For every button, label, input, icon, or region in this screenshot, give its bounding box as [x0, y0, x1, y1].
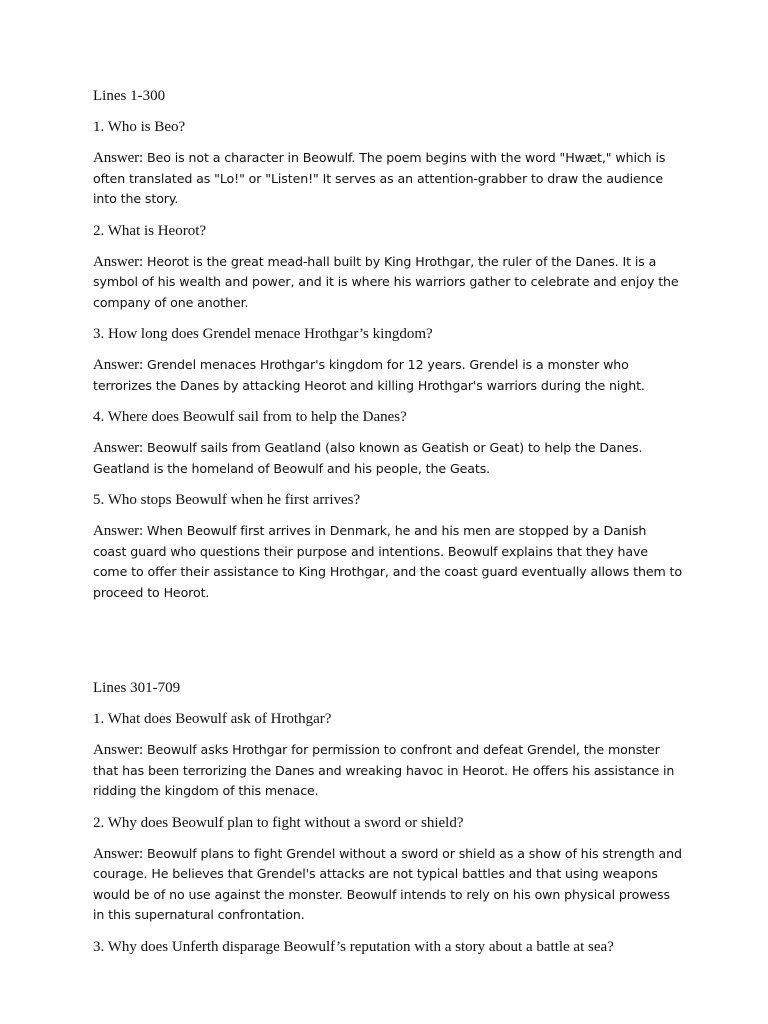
document-page	[93, 86, 683, 968]
answer	[93, 521, 683, 603]
question: 1. What does Beowulf ask of Hrothgar?	[93, 711, 332, 727]
answer	[93, 252, 683, 314]
answer-lead: Answer:	[93, 845, 144, 862]
question: 4. Where does Beowulf sail from to help the Danes?	[93, 409, 407, 425]
answer-text: Grendel menaces Hrothgar's kingdom for 12 years. Grendel is a monster who terrorizes the Danes by attacking Heorot and killing Hrothgar's warriors during the night.	[93, 357, 645, 393]
answer-text: Beowulf plans to fight Grendel without a sword or shield as a show of his strength and courage. He believes that Grendel's attacks are not typical battles and that using weapons would be of no use against the monster. Beowulf intends to rely on his own physical prowess in this supernatural confrontation.	[93, 845, 682, 922]
section-lines-1-300	[93, 86, 683, 603]
section-spacer	[93, 614, 683, 678]
answer	[93, 844, 683, 926]
answer-text: Heorot is the great mead-hall built by King Hrothgar, the ruler of the Danes. It is a symbol of his wealth and power, and it is where his warriors gather to celebrate and enjoy the company of one another.	[93, 253, 679, 310]
section-lines-301-709	[93, 678, 683, 957]
section-heading: Lines 301-709	[93, 680, 181, 696]
answer	[93, 148, 683, 210]
question: 3. Why does Unferth disparage Beowulf’s reputation with a story about a battle at sea?	[93, 938, 614, 955]
question: 2. What is Heorot?	[93, 222, 207, 239]
answer-lead: Answer:	[93, 150, 144, 166]
answer	[93, 355, 683, 396]
answer-lead: Answer:	[93, 440, 144, 456]
answer-lead: Answer:	[93, 357, 144, 373]
answer-text: Beo is not a character in Beowulf. The poem begins with the word "Hwæt," which is often translated as "Lo!" or "Listen!" It serves as an attention-grabber to draw the audience into the story.	[93, 150, 666, 206]
question: 2. Why does Beowulf plan to fight without a sword or shield?	[93, 814, 464, 831]
question: 1. Who is Beo?	[93, 119, 186, 135]
answer-lead: Answer:	[93, 253, 144, 270]
answer-text: When Beowulf first arrives in Denmark, he and his men are stopped by a Danish coast guard who questions their purpose and intentions. Beowulf explains that they have come to offer their assistance to King Hrothgar, and the coast guard eventually allows them to proceed to Heorot.	[93, 523, 682, 600]
question: 3. How long does Grendel menace Hrothgar’s kingdom?	[93, 326, 433, 342]
question: 5. Who stops Beowulf when he first arrives?	[93, 492, 361, 508]
answer-text: Beowulf asks Hrothgar for permission to confront and defeat Grendel, the monster that has been terrorizing the Danes and wreaking havoc in Heorot. He offers his assistance in ridding the kingdom of this menace.	[93, 742, 675, 798]
answer-text: Beowulf sails from Geatland (also known as Geatish or Geat) to help the Danes. Geatland is the homeland of Beowulf and his people, the Geats.	[93, 440, 643, 476]
answer	[93, 438, 683, 479]
answer	[93, 740, 683, 802]
answer-lead: Answer:	[93, 742, 144, 758]
section-heading: Lines 1-300	[93, 88, 166, 104]
answer-lead: Answer:	[93, 523, 144, 539]
